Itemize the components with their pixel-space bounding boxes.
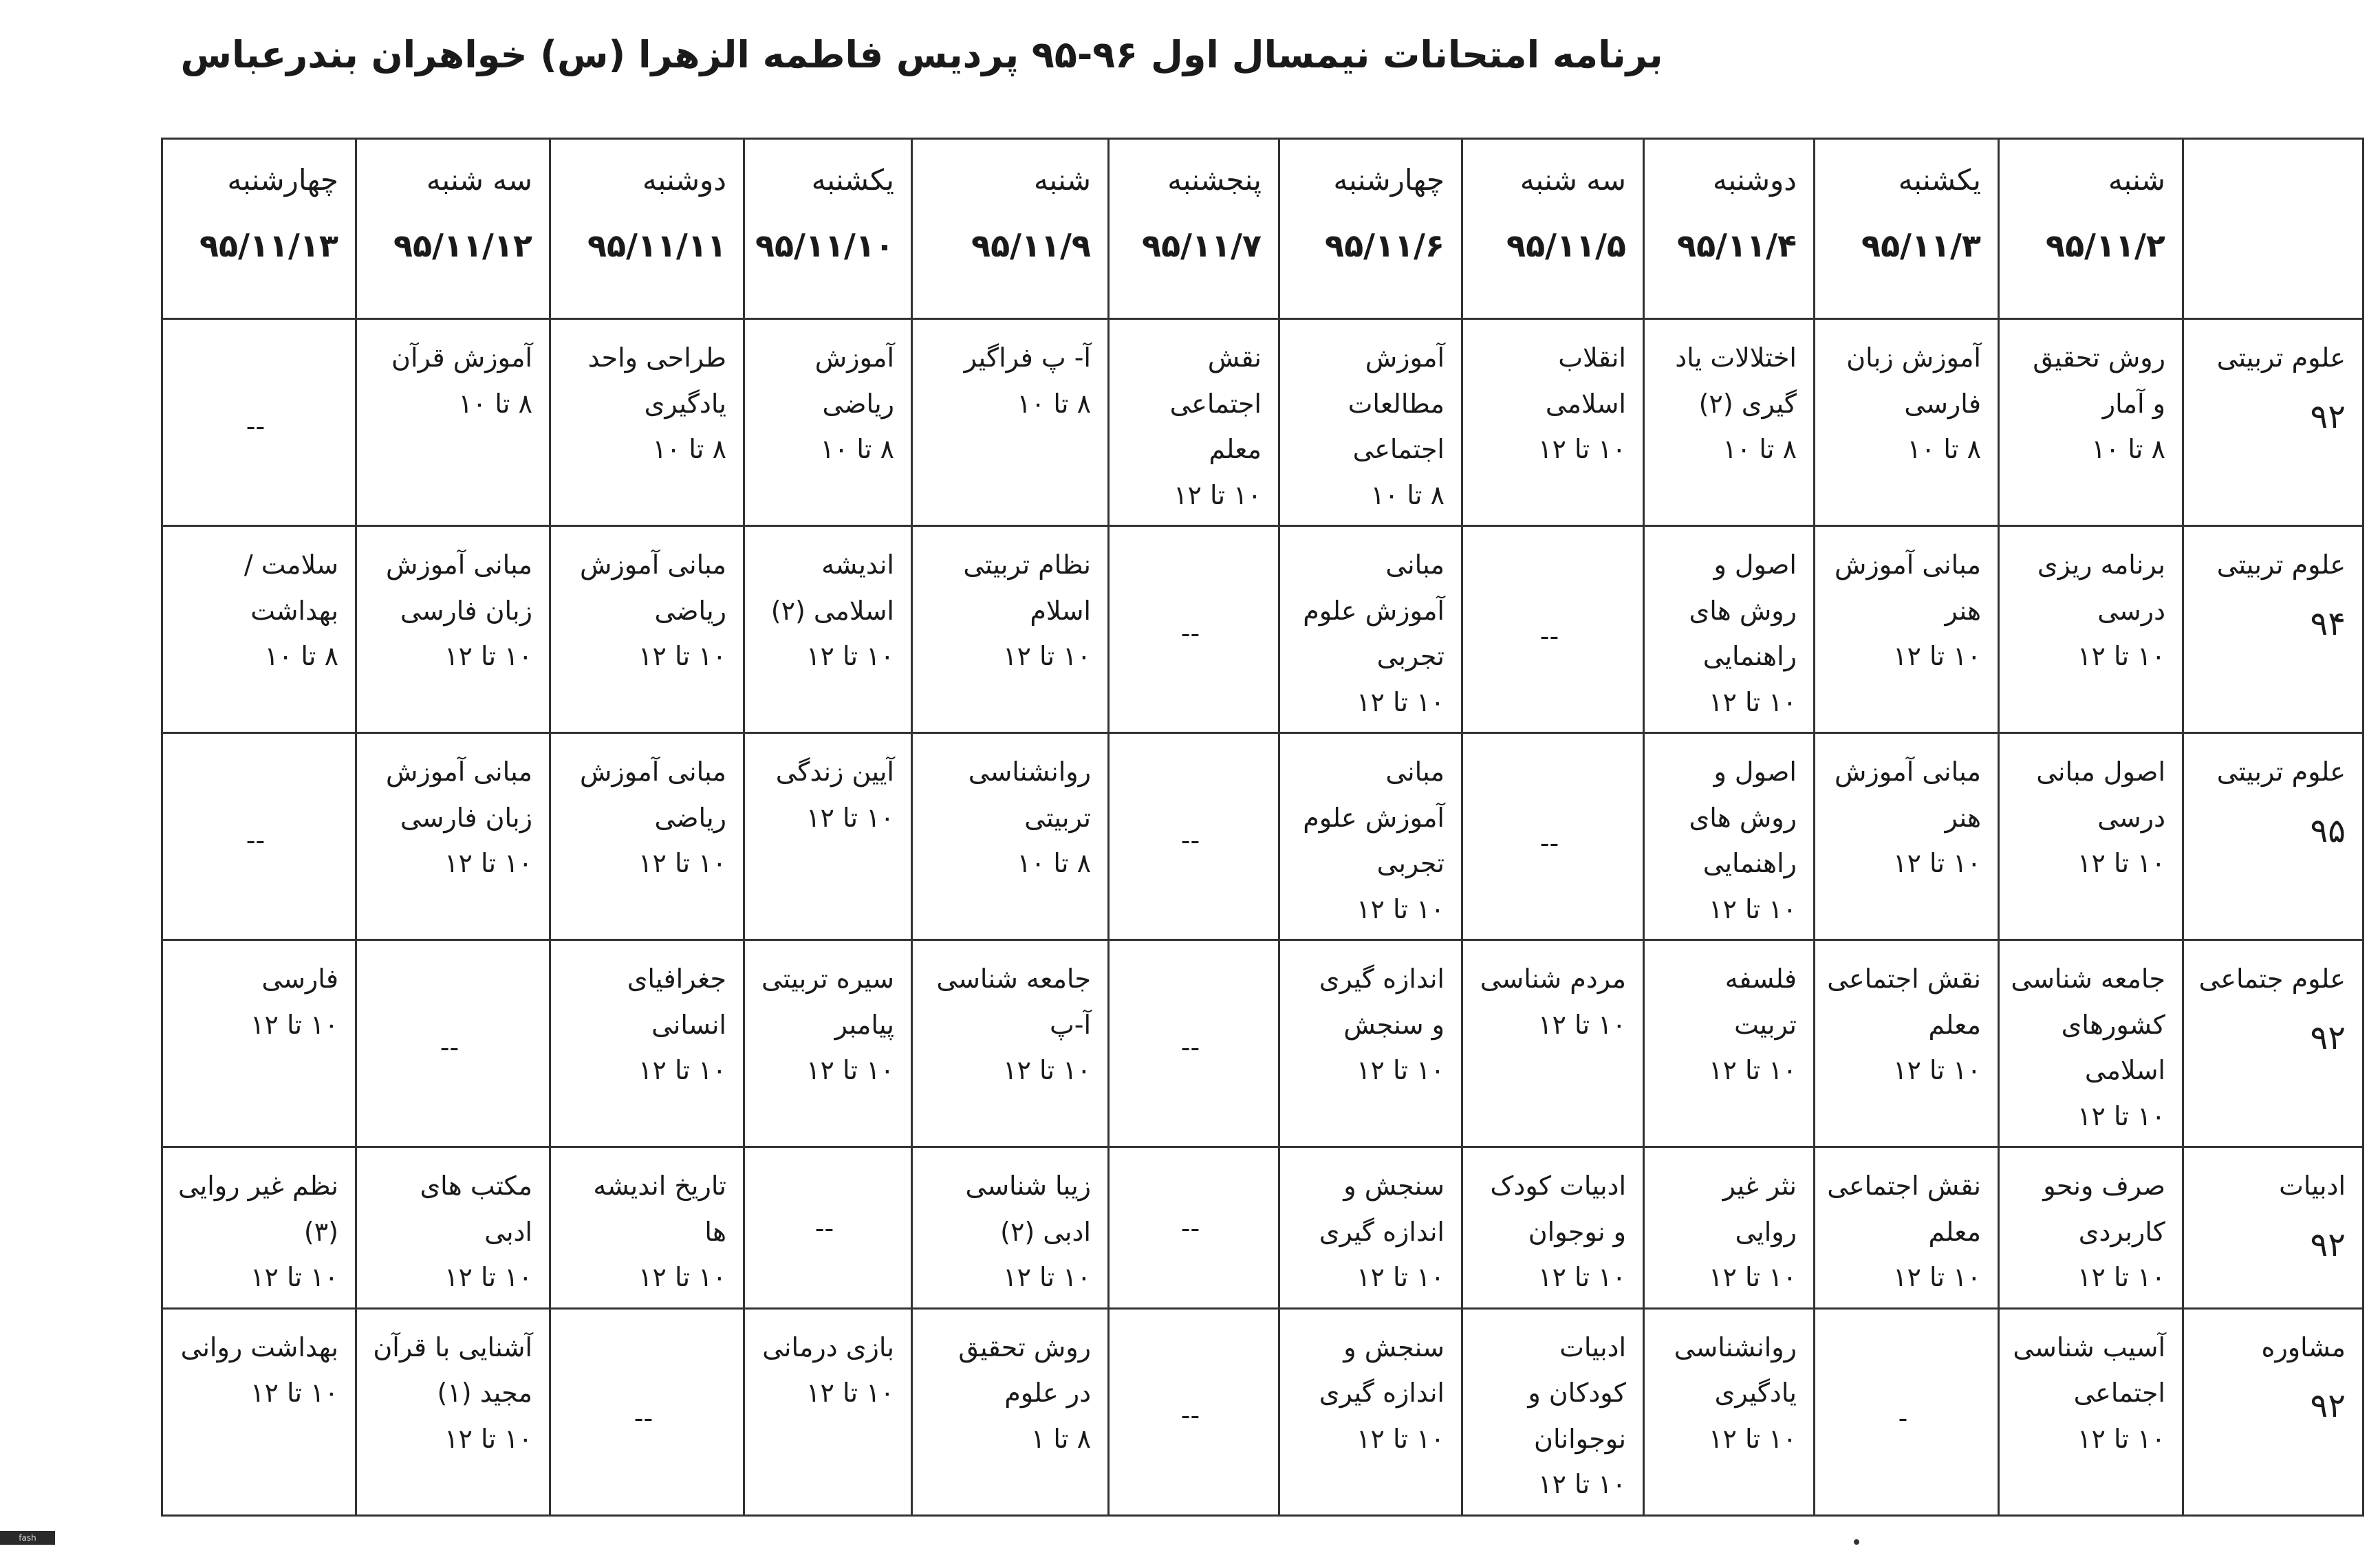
exam-cell [1644,733,1815,940]
entry-year: ۹۲ [2310,1387,2346,1425]
exam-cell [912,1147,1109,1309]
course-name: فلسفه تربیت [1724,964,1797,1040]
course-name: روانشناسی یادگیری [1674,1332,1797,1408]
day-name: شنبه [1033,163,1091,197]
exam-cell [1644,1147,1815,1309]
day-name: دوشنبه [642,163,726,197]
course-name: آیین زندگی [775,757,894,787]
exam-cell [1999,319,2183,526]
exam-cell [356,733,550,940]
exam-cell [1644,940,1815,1147]
exam-cell [912,940,1109,1147]
table-row [162,1308,2363,1515]
exam-time: ۸ تا ۱۰ [2091,434,2165,464]
row-label [2183,1147,2363,1309]
column-header [356,139,550,319]
field-name: علوم تربیتی [2216,343,2346,373]
day-name: پنجشنبه [1167,163,1262,197]
course-name: مردم شناسی [1480,964,1626,994]
exam-time: ۱۰ تا ۱۲ [1538,434,1626,464]
column-header [744,139,912,319]
course-name: صرف ونحو کاربردی [2043,1171,2165,1247]
no-exam-dash: -- [814,1213,834,1244]
exam-time: ۱۰ تا ۱۲ [444,641,532,671]
exam-date: ۹۵/۱۱/۵ [1506,226,1626,264]
exam-schedule-table [161,138,2364,1517]
course-name: نثر غیر روایی [1722,1171,1797,1247]
course-name: آموزش مطالعات اجتماعی [1348,343,1445,464]
exam-time: ۸ تا ۱۰ [1722,434,1797,464]
no-exam-dash: -- [246,411,266,442]
exam-cell [1279,733,1462,940]
exam-cell [356,319,550,526]
field-name: علوم تربیتی [2216,757,2346,787]
course-name: روش تحقیق و آمار [2033,343,2165,419]
exam-cell [162,1308,356,1515]
exam-cell [356,526,550,733]
exam-cell [1462,940,1644,1147]
exam-cell [1999,1147,2183,1309]
exam-time: ۱۰ تا ۱۲ [1709,1423,1797,1454]
exam-cell [1999,733,2183,940]
exam-time: ۱۰ تا ۱۲ [1356,1423,1445,1454]
page-title: برنامه امتحانات نیمسال اول ۹۶-۹۵ پردیس فاطمه الزهرا (س) خواهران بندرعباس [180,33,1663,76]
course-name: ادبیات کودکان و نوجوانان [1528,1332,1626,1454]
exam-date: ۹۵/۱۱/۴ [1677,226,1797,264]
exam-time: ۱۰ تا ۱۲ [1003,1055,1091,1085]
corner-cell [2183,139,2363,319]
empty-cell [1109,733,1279,940]
exam-cell [1644,1308,1815,1515]
exam-time: ۱۰ تا ۱۲ [2077,1262,2165,1292]
course-name: تاریخ اندیشه ها [593,1171,726,1247]
empty-cell [550,1308,744,1515]
course-name: آموزش قرآن [391,343,532,373]
exam-cell [1279,526,1462,733]
exam-time: ۱۰ تا ۱۲ [2077,1423,2165,1454]
field-name: ادبیات [2279,1171,2346,1201]
course-name: اصول مبانی درسی [2036,757,2165,833]
exam-time: ۱۰ تا ۱۲ [638,848,726,878]
empty-cell [162,319,356,526]
exam-time: ۱۰ تا ۱۲ [1356,686,1445,717]
no-exam-dash: -- [440,1032,459,1063]
exam-time: ۱۰ تا ۱۲ [1356,893,1445,924]
course-name: اندیشه اسلامی (۲) [770,550,894,626]
empty-cell [356,940,550,1147]
column-header [1462,139,1644,319]
field-name: علوم تربیتی [2216,550,2346,580]
table-row [162,940,2363,1147]
course-name: مکتب های ادبی [420,1171,532,1247]
table-body [162,319,2363,1516]
exam-cell [162,940,356,1147]
exam-cell [1815,526,1999,733]
exam-cell [1815,1147,1999,1309]
field-name: علوم جتماعی [2198,964,2346,994]
exam-time: ۱۰ تا ۱۲ [444,1423,532,1454]
exam-time: ۱۰ تا ۱۲ [1709,686,1797,717]
exam-time: ۱۰ تا ۱۲ [1538,1262,1626,1292]
course-name: مبانی آموزش هنر [1834,757,1981,833]
day-name: شنبه [2108,163,2165,197]
exam-time: ۱۰ تا ۱۲ [1709,1055,1797,1085]
exam-time: ۱۰ تا ۱۲ [250,1009,338,1040]
no-exam-dash: -- [634,1403,653,1434]
exam-cell [912,1308,1109,1515]
exam-time: ۱۰ تا ۱۲ [638,1055,726,1085]
course-name: بهداشت روانی [180,1332,338,1362]
course-name: آموزش زبان فارسی [1846,343,1981,419]
course-name: طراحی واحد یادگیری [587,343,726,419]
exam-cell [1279,319,1462,526]
empty-cell [1815,1308,1999,1515]
course-name: آموزش ریاضی [814,343,894,419]
stray-mark [1854,1539,1859,1545]
exam-date: ۹۵/۱۱/۶ [1325,226,1445,264]
exam-date: ۹۵/۱۱/۳ [1861,226,1981,264]
exam-date: ۹۵/۱۱/۹ [971,226,1091,264]
course-name: مبانی آموزش زبان فارسی [385,550,532,626]
no-exam-dash: -- [1180,1032,1200,1063]
exam-cell [550,319,744,526]
course-name: جامعه شناسی آ-پ [936,964,1091,1040]
course-name: زیبا شناسی ادبی (۲) [965,1171,1091,1247]
exam-time: ۸ تا ۱۰ [1017,388,1091,419]
exam-time: ۱۰ تا ۱۲ [1893,1055,1981,1085]
exam-time: ۱۰ تا ۱۲ [1356,1262,1445,1292]
exam-time: ۱۰ تا ۱۲ [806,1055,894,1085]
exam-cell [1999,940,2183,1147]
day-name: سه شنبه [1519,163,1626,197]
exam-time: ۱۰ تا ۱۲ [1538,1469,1626,1499]
exam-time: ۱۰ تا ۱۲ [1173,479,1262,510]
course-name: مبانی آموزش علوم تجربی [1303,550,1445,671]
course-name: ادبیات کودک و نوجوان [1490,1171,1626,1247]
exam-time: ۸ تا ۱۰ [264,641,338,671]
course-name: اختلالات یاد گیری (۲) [1675,343,1797,419]
no-exam-dash: -- [246,825,266,856]
empty-cell [1109,940,1279,1147]
exam-cell [1109,319,1279,526]
column-header [912,139,1109,319]
course-name: روش تحقیق در علوم [958,1332,1091,1408]
entry-year: ۹۴ [2310,604,2346,643]
exam-time: ۸ تا ۱۰ [1907,434,1981,464]
exam-cell [1462,319,1644,526]
empty-cell [1109,526,1279,733]
exam-time: ۸ تا ۱۰ [652,434,726,464]
course-name: اصول و روش های راهنمایی [1689,550,1797,671]
course-name: روانشناسی تربیتی [968,757,1091,833]
exam-cell [162,526,356,733]
exam-date: ۹۵/۱۱/۱۰ [755,226,894,264]
course-name: نقش اجتماعی معلم [1169,343,1262,464]
course-name: آ- پ فراگیر [964,343,1091,373]
no-exam-dash: -- [1180,825,1200,856]
watermark-logo: fash [0,1531,55,1545]
course-name: آسیب شناسی اجتماعی [2013,1332,2165,1408]
exam-cell [912,319,1109,526]
course-name: مبانی آموزش زبان فارسی [385,757,532,833]
exam-time: ۱۰ تا ۱۲ [638,641,726,671]
row-label [2183,1308,2363,1515]
no-exam-dash: -- [1539,620,1559,651]
header-row [162,139,2363,319]
exam-cell [912,526,1109,733]
column-header [162,139,356,319]
exam-cell [1644,319,1815,526]
course-name: فارسی [261,964,338,994]
table-row [162,526,2363,733]
course-name: سلامت / بهداشت [244,550,338,626]
exam-time: ۱۰ تا ۱۲ [2077,848,2165,878]
exam-time: ۸ تا ۱۰ [458,388,532,419]
exam-time: ۱۰ تا ۱۲ [1709,893,1797,924]
course-name: انقلاب اسلامی [1545,343,1626,419]
row-label [2183,319,2363,526]
day-name: یکشنبه [1898,163,1981,197]
exam-cell [1999,1308,2183,1515]
course-name: نظم غیر روایی (۳) [177,1171,338,1247]
row-label [2183,733,2363,940]
empty-cell [1462,526,1644,733]
exam-cell [1815,733,1999,940]
exam-time: ۸ تا ۱ [1030,1423,1091,1454]
course-name: برنامه ریزی درسی [2037,550,2165,626]
course-name: اندازه گیری و سنجش [1319,964,1445,1040]
exam-cell [1462,1147,1644,1309]
exam-cell [1815,940,1999,1147]
no-exam-dash: -- [1539,827,1559,858]
exam-cell [912,733,1109,940]
exam-cell [1644,526,1815,733]
course-name: مبانی آموزش ریاضی [579,550,726,626]
course-name: نقش اجتماعی معلم [1827,1171,1981,1247]
day-name: دوشنبه [1712,163,1797,197]
no-exam-dash: -- [1180,1400,1200,1431]
exam-cell [550,733,744,940]
column-header [550,139,744,319]
day-name: سه شنبه [426,163,532,197]
exam-cell [162,1147,356,1309]
exam-time: ۱۰ تا ۱۲ [2077,1100,2165,1131]
course-name: مبانی آموزش هنر [1834,550,1981,626]
table-row [162,319,2363,526]
empty-cell [744,1147,912,1309]
exam-cell [356,1308,550,1515]
empty-cell [1462,733,1644,940]
course-name: سیره تربیتی پیامبر [761,964,894,1040]
exam-date: ۹۵/۱۱/۱۳ [199,226,338,264]
entry-year: ۹۲ [2310,1018,2346,1057]
exam-cell [744,733,912,940]
exam-cell [744,1308,912,1515]
exam-cell [550,940,744,1147]
no-exam-dash: -- [1180,618,1200,649]
exam-time: ۱۰ تا ۱۲ [1893,848,1981,878]
exam-time: ۱۰ تا ۱۲ [1003,1262,1091,1292]
exam-time: ۸ تا ۱۰ [1017,848,1091,878]
column-header [1815,139,1999,319]
exam-date: ۹۵/۱۱/۷ [1142,226,1262,264]
table-row [162,733,2363,940]
empty-cell [1109,1308,1279,1515]
course-name: بازی درمانی [762,1332,894,1362]
exam-time: ۱۰ تا ۱۲ [444,1262,532,1292]
column-header [1999,139,2183,319]
empty-cell [1109,1147,1279,1309]
course-name: مبانی آموزش ریاضی [579,757,726,833]
exam-time: ۱۰ تا ۱۲ [1003,641,1091,671]
exam-time: ۱۰ تا ۱۲ [1538,1009,1626,1040]
exam-cell [550,1147,744,1309]
exam-time: ۱۰ تا ۱۲ [1709,1262,1797,1292]
day-name: چهارشنبه [227,163,338,197]
exam-time: ۱۰ تا ۱۲ [806,641,894,671]
exam-date: ۹۵/۱۱/۱۱ [587,226,726,264]
empty-cell [162,733,356,940]
day-name: یکشنبه [811,163,894,197]
no-exam-dash: - [1898,1403,1908,1434]
exam-date: ۹۵/۱۱/۲ [2046,226,2165,264]
day-name: چهارشنبه [1333,163,1445,197]
no-exam-dash: -- [1180,1213,1200,1244]
course-name: سنجش و اندازه گیری [1319,1332,1445,1408]
exam-cell [744,319,912,526]
exam-time: ۱۰ تا ۱۲ [444,848,532,878]
exam-cell [744,526,912,733]
exam-time: ۱۰ تا ۱۲ [806,1378,894,1408]
table-row [162,1147,2363,1309]
row-label [2183,940,2363,1147]
exam-cell [356,1147,550,1309]
course-name: مبانی آموزش علوم تجربی [1303,757,1445,878]
exam-cell [1279,940,1462,1147]
exam-time: ۱۰ تا ۱۲ [806,802,894,833]
exam-cell [1999,526,2183,733]
exam-time: ۱۰ تا ۱۲ [1893,1262,1981,1292]
field-name: مشاوره [2261,1332,2346,1362]
course-name: جغرافیای انسانی [627,964,726,1040]
exam-time: ۸ تا ۱۰ [820,434,894,464]
exam-time: ۱۰ تا ۱۲ [1356,1055,1445,1085]
entry-year: ۹۲ [2310,1225,2346,1264]
exam-cell [744,940,912,1147]
column-header [1644,139,1815,319]
column-header [1109,139,1279,319]
exam-time: ۱۰ تا ۱۲ [250,1378,338,1408]
exam-cell [1462,1308,1644,1515]
exam-cell [1279,1308,1462,1515]
exam-cell [550,526,744,733]
row-label [2183,526,2363,733]
exam-time: ۱۰ تا ۱۲ [250,1262,338,1292]
exam-time: ۱۰ تا ۱۲ [2077,641,2165,671]
entry-year: ۹۲ [2310,397,2346,436]
exam-time: ۱۰ تا ۱۲ [638,1262,726,1292]
column-header [1279,139,1462,319]
course-name: آشنایی با قرآن مجید (۱) [373,1332,532,1408]
entry-year: ۹۵ [2310,811,2346,850]
exam-cell [1279,1147,1462,1309]
course-name: نقش اجتماعی معلم [1827,964,1981,1040]
course-name: اصول و روش های راهنمایی [1689,757,1797,878]
course-name: سنجش و اندازه گیری [1319,1171,1445,1247]
exam-cell [1815,319,1999,526]
exam-time: ۸ تا ۱۰ [1370,479,1445,510]
exam-date: ۹۵/۱۱/۱۲ [393,226,532,264]
course-name: جامعه شناسی کشورهای اسلامی [2011,964,2165,1085]
exam-time: ۱۰ تا ۱۲ [1893,641,1981,671]
course-name: نظام تربیتی اسلام [963,550,1091,626]
